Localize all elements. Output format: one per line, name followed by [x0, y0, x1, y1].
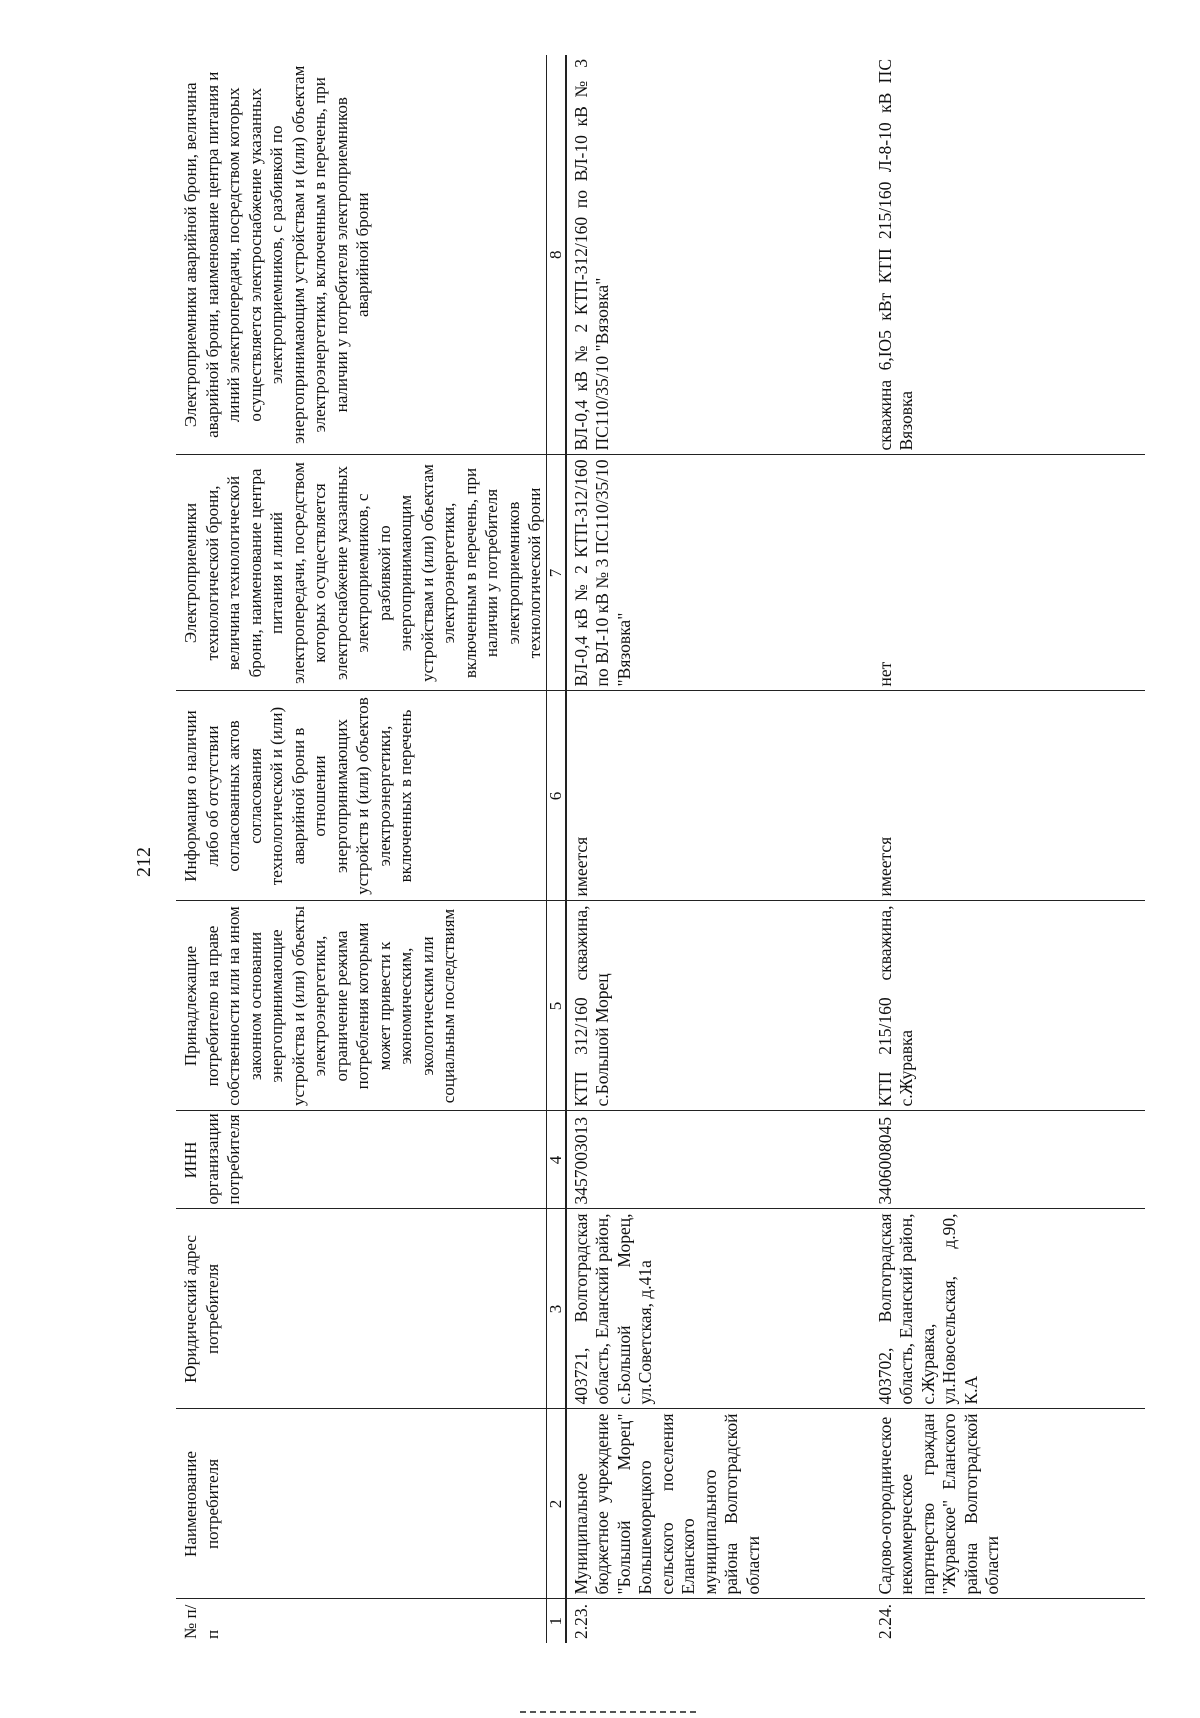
consumer-devices: КТП 312/160 скважина, с.Большой Морец [566, 901, 871, 1111]
consumer-inn: 3457003013 [566, 1111, 871, 1209]
header-tech-reserve: Электроприемники технологической брони, величина технологической брони, наименование центра питания и линий электропередачи, посредством которых осуществляется электроснабжение указанных электроприемников, с разбивкой по энергопринимающим устройствам и (или) объектам электроэнергетики, включенным в перечень, при наличии у потребителя электроприемников технологической брони [176, 455, 546, 691]
row-number: 2.23. [570, 1604, 591, 1639]
column-number: 2 [546, 1409, 566, 1599]
header-emergency-reserve: Электроприемники аварийной брони, величина аварийной брони, наименование центра питания и линий электропередачи, посредством которых осуществляется электроснабжение указанных электроприемников, с разбивкой по энергопринимающим устройствам и (или) объектам электроэнергетики, включенным в перечень, при наличии у потребителя электроприемников аварийной брони [176, 55, 546, 455]
page-number: 212 [133, 847, 155, 877]
table-row [566, 55, 871, 1643]
header-name: Наименование потребителя [176, 1409, 546, 1599]
acts-status: имеется [871, 691, 1145, 901]
header-acts: Информация о наличии либо об отсутствии согласованных актов согласования технологической и (или) аварийной брони в отношении энергопринимающих устройств и (или) объектов электроэнергетики, включенных в перечень [176, 691, 546, 901]
table-row [871, 55, 1145, 1643]
column-number: 4 [546, 1111, 566, 1209]
column-number: 3 [546, 1209, 566, 1409]
rotated-table-wrapper [176, 55, 1154, 1643]
consumer-table [176, 55, 1145, 1643]
consumer-inn: 3406008045 [871, 1111, 1145, 1209]
header-inn: ИНН организации потребителя [176, 1111, 546, 1209]
header-address: Юридический адрес потребителя [176, 1209, 546, 1409]
column-number: 5 [546, 901, 566, 1111]
column-number: 7 [546, 455, 566, 691]
table-header [176, 55, 566, 1643]
column-number: 1 [546, 1599, 566, 1643]
consumer-name: Садово-огородническое некоммерческое партнерство граждан "Журавское" Еланского района Волгоградской области [871, 1409, 1145, 1599]
consumer-address: 403721, Волгоградская область, Еланский район, с.Большой Морец, ул.Советская, д.41а [566, 1209, 871, 1409]
acts-status: имеется [566, 691, 871, 901]
consumer-name: Муниципальное бюджетное учреждение "Большой Морец" Большеморецкого сельского поселения Еланского муниципального района Волгоградской области [566, 1409, 871, 1599]
consumer-devices: КТП 215/160 скважина, с.Журавка [871, 901, 1145, 1111]
row-number: 2.24. [874, 1604, 895, 1639]
column-number-row [546, 55, 566, 1643]
header-num: № п/п [176, 1599, 546, 1643]
column-number: 8 [546, 55, 566, 455]
tech-reserve: ВЛ-0,4 кВ № 2 КТП-312/160 по ВЛ-10 кВ № 3 ПС110/35/10 "Вязовка" [566, 455, 871, 691]
emergency-reserve: ВЛ-0,4 кВ № 2 КТП-312/160 по ВЛ-10 кВ № 3 ПС110/35/10 "Вязовка" [566, 55, 871, 455]
emergency-reserve: скважина 6,IO5 кВт КТП 215/160 Л-8-10 кВ ПС Вязовка [871, 55, 1145, 455]
tech-reserve: нет [871, 455, 1145, 691]
header-devices: Принадлежащие потребителю на праве собственности или на ином законном основании энергопринимающие устройства и (или) объекты электроэнергетики, ограничение режима потребления которыми может привести к экономическим, экологическим или социальным последствиям [176, 901, 546, 1111]
consumer-address: 403702, Волгоградская область, Еланский район, с.Журавка, ул.Новосельская, д.90, К.А [871, 1209, 1145, 1409]
column-number: 6 [546, 691, 566, 901]
table-body [566, 55, 1145, 1643]
